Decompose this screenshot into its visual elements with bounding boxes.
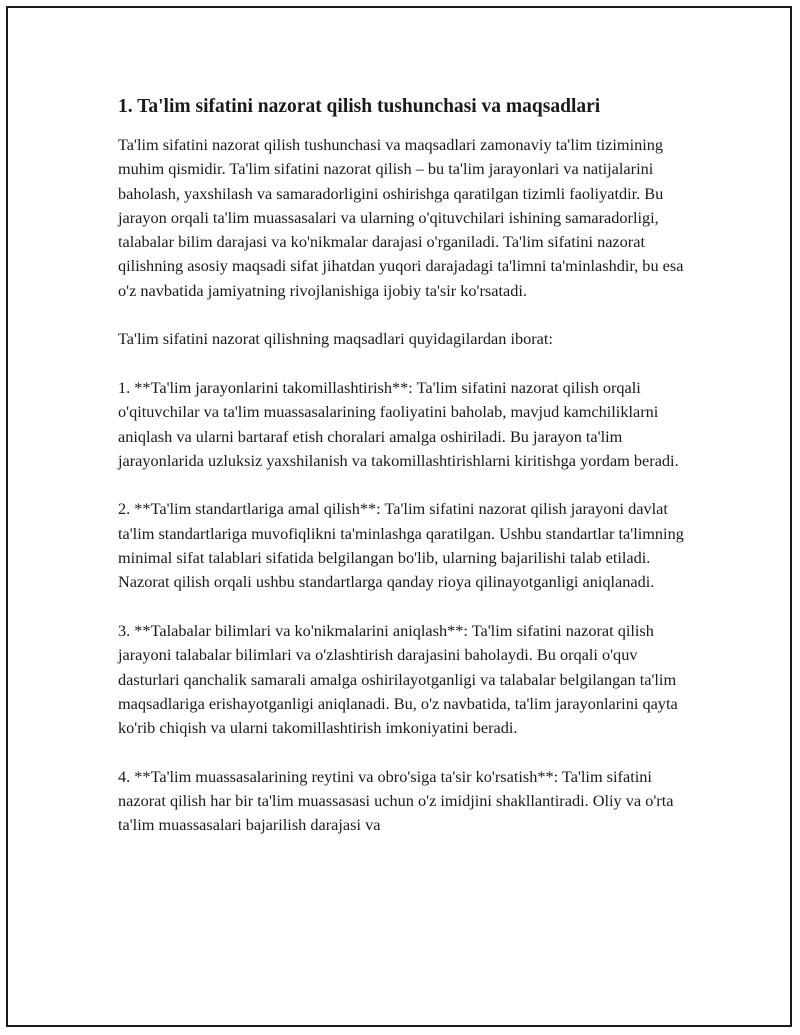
goal-item-2: 2. **Ta'lim standartlariga amal qilish**: Ta'lim sifatini nazorat qilish jarayoni davlat ta'lim standartlariga muvofiqlikni ta'minlashga qaratilgan. Ushbu standartlar ta'limning minimal sifat talablari sifatida belgilangan bo'lib, ularning bajarilishi talab etiladi. Nazorat qilish orqali ushbu standartlarga qanday rioya qilinayotganligi aniqlanadi. [118,499,684,592]
goal-item-4: 4. **Ta'lim muassasalarining reytini va obro'siga ta'sir ko'rsatish**: Ta'lim sifatini nazorat qilish har bir ta'lim muassasasi uchun o'z imidjini shakllantiradi. Oliy va o'rta ta'lim muassasalari bajarilish darajasi va [118,766,674,835]
goal-item-1: 1. **Ta'lim jarayonlarini takomillashtirish**: Ta'lim sifatini nazorat qilish orqali o'qituvchilar va ta'lim muassasalarining faoliyatini baholab, mavjud kamchiliklarni aniqlash va ularni bartaraf etish choralari amalga oshiriladi. Bu jarayon ta'lim jarayonlarida uzluksiz yaxshilanish va takomillashtirishlarni kiritishga yordam beradi. [118,377,679,470]
document-title: 1. Ta'lim sifatini nazorat qilish tushunchasi va maqsadlari [118,96,601,117]
goal-item-3: 3. **Talabalar bilimlari va ko'nikmalarini aniqlash**: Ta'lim sifatini nazorat qilish jarayoni talabalar bilimlari va o'zlashtirish darajasini baholaydi. Bu orqali o'quv dasturlari qanchalik samarali amalga oshirilayotganligi va talabalar belgilangan ta'lim maqsadlariga erishayotganligi aniqlanadi. Bu, o'z navbatida, ta'lim jarayonlarini qayta ko'rib chiqish va ularni takomillashtirish imkoniyatini beradi. [118,620,678,738]
goals-lead-paragraph: Ta'lim sifatini nazorat qilishning maqsadlari quyidagilardan iborat: [118,329,553,349]
document-body [118,94,698,862]
intro-paragraph: Ta'lim sifatini nazorat qilish tushunchasi va maqsadlari zamonaviy ta'lim tizimining muhim qismidir. Ta'lim sifatini nazorat qilish – bu ta'lim jarayonlari va natijalarini baholash, yaxshilash va samaradorligini oshirishga qaratilgan tizimli faoliyatdir. Bu jarayon orqali ta'lim muassasalari va ularning o'qituvchilari ishining samaradorligi, talabalar bilim darajasi va ko'nikmalar darajasi o'rganiladi. Ta'lim sifatini nazorat qilishning asosiy maqsadi sifat jihatdan yuqori darajadagi ta'limni ta'minlashdir, bu esa o'z navbatida jamiyatning rivojlanishiga ijobiy ta'sir ko'rsatadi. [118,135,684,300]
